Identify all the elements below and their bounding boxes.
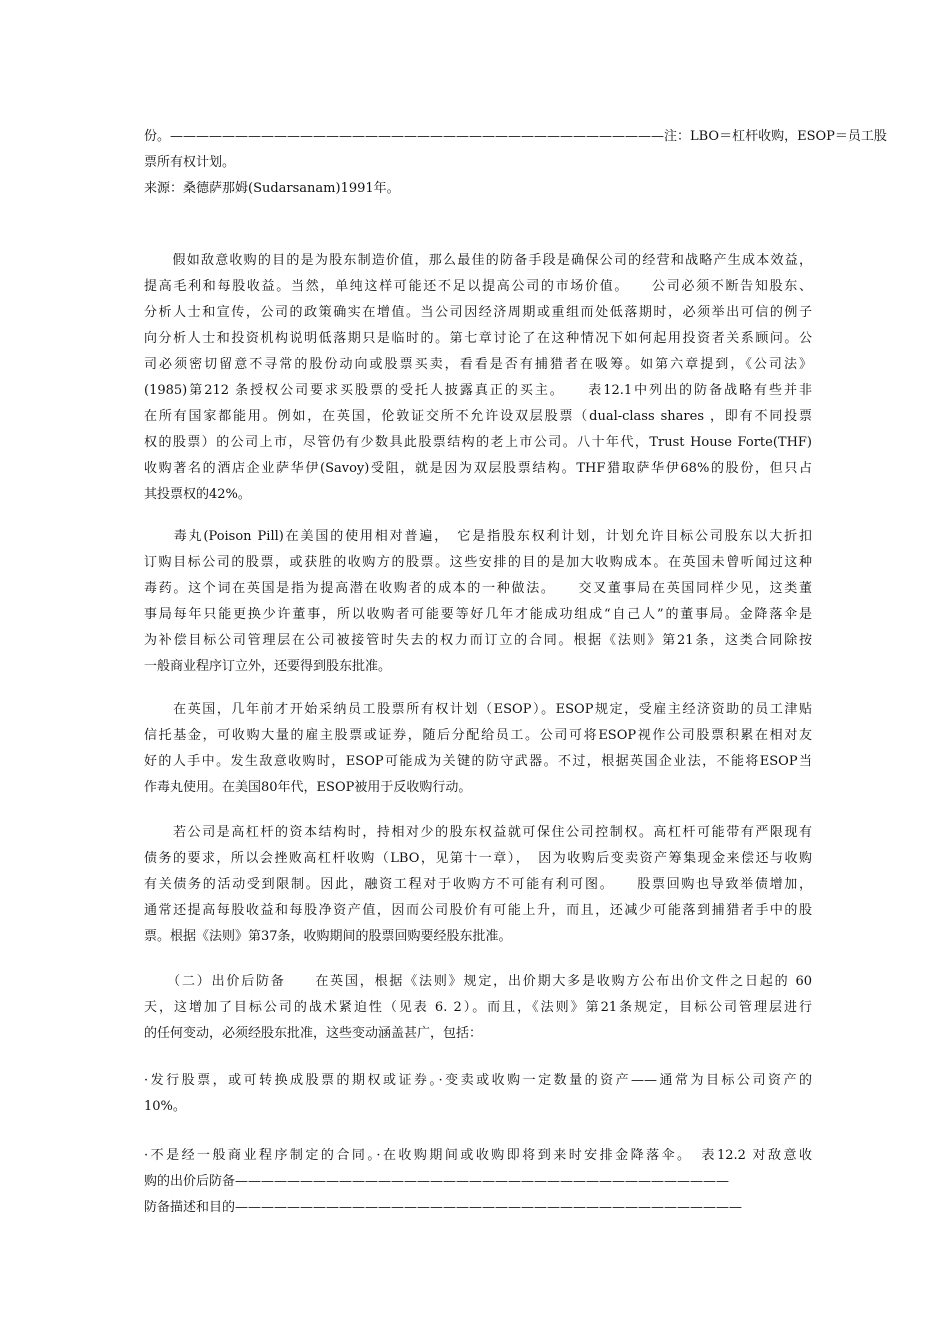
text-line: 来源：桑德萨那姆(Sudarsanam)1991年。 <box>144 181 400 196</box>
text-line: 一般商业程序订立外，还要得到股东批准。 <box>144 659 392 674</box>
text-line: ·发行股票，或可转换成股票的期权或证券。·变卖或收购一定数量的资产——通常为目标公司资产的 <box>144 1073 812 1088</box>
text-line: 分析人士和宣传，公司的政策确实在增值。当公司因经济周期或重组而处低落期时，必须举出可信的例子 <box>144 305 812 320</box>
text-line: 在英国，几年前才开始采纳员工股票所有权计划（ESOP）。ESOP规定，受雇主经济资助的员工津贴 <box>144 702 812 717</box>
text-line: 份。——————————————————————————————————————注：LBO＝杠杆收购，ESOP＝员工股 <box>144 129 887 144</box>
paragraph-6 <box>144 1068 812 1120</box>
text-line: 票所有权计划。 <box>144 155 236 170</box>
text-line: 为补偿目标公司管理层在公司被接管时失去的权力而订立的合同。根据《法则》第21条，这类合同除按 <box>144 633 812 648</box>
text-line: 有关债务的活动受到限制。因此，融资工程对于收购方不可能有利可图。 股票回购也导致举债增加， <box>144 877 812 892</box>
text-line: 购的出价后防备—————————————————————————————————————— <box>144 1174 730 1189</box>
text-line: 好的人手中。发生敌意收购时，ESOP可能成为关键的防守武器。不过，根据英国企业法，不能将ESOP当 <box>144 754 812 769</box>
text-line: 收购著名的酒店企业萨华伊(Savoy)受阻，就是因为双层股票结构。THF猎取萨华伊68%的股份，但只占 <box>144 461 812 476</box>
text-line: 债务的要求，所以会挫败高杠杆收购（LBO，见第十一章）， 因为收购后变卖资产筹集现金来偿还与收购 <box>144 851 812 866</box>
text-line: 毒药。这个词在英国是指为提高潜在收购者的成本的一种做法。 交叉董事局在英国同样少见，这类董 <box>144 581 812 596</box>
text-line: 订购目标公司的股票，或获胜的收购方的股票。这些安排的目的是加大收购成本。在英国未曾听闻过这种 <box>144 555 812 570</box>
text-line: 票。根据《法则》第37条，收购期间的股票回购要经股东批准。 <box>144 929 512 944</box>
text-line: 假如敌意收购的目的是为股东制造价值，那么最佳的防备手段是确保公司的经营和战略产生成本效益， <box>144 253 812 268</box>
text-line: 在所有国家都能用。例如，在英国，伦敦证交所不允许设双层股票（dual-class shares ，即有不同投票 <box>144 409 812 424</box>
text-line: 权的股票）的公司上市，尽管仍有少数具此股票结构的老上市公司。八十年代，Trust House Forte(THF) <box>144 435 812 450</box>
text-line: ·不是经一般商业程序制定的合同。·在收购期间或收购即将到来时安排金降落伞。 表12.2 对敌意收 <box>144 1148 812 1163</box>
text-line: 司必须密切留意不寻常的股份动向或股票买卖，看看是否有捕猎者在吸筹。如第六章提到，《公司法》 <box>144 357 812 372</box>
paragraph-7 <box>144 1143 812 1221</box>
text-line: 其投票权的42%。 <box>144 487 251 502</box>
paragraph-5 <box>144 969 812 1047</box>
text-line: 天，这增加了目标公司的战术紧迫性（见表 6. 2）。而且，《法则》第21条规定，目标公司管理层进行 <box>144 1000 812 1015</box>
header-note-block <box>144 124 887 202</box>
text-line: 通常还提高每股收益和每股净资产值，因而公司股价有可能上升，而且，还减少可能落到捕猎者手中的股 <box>144 903 812 918</box>
text-line: 信托基金，可收购大量的雇主股票或证券，随后分配给员工。公司可将ESOP视作公司股票积累在相对友 <box>144 728 812 743</box>
text-line: 向分析人士和投资机构说明低落期只是临时的。第七章讨论了在这种情况下如何起用投资者关系顾问。公 <box>144 331 812 346</box>
paragraph-3 <box>144 697 812 801</box>
text-line: 作毒丸使用。在美国80年代，ESOP被用于反收购行动。 <box>144 780 472 795</box>
paragraph-2 <box>144 524 812 680</box>
text-line: 10%。 <box>144 1099 186 1114</box>
text-line: 若公司是高杠杆的资本结构时，持相对少的股东权益就可保住公司控制权。高杠杆可能带有严限现有 <box>144 825 812 840</box>
text-line: (1985)第212 条授权公司要求买股票的受托人披露真正的买主。 表12.1中列出的防备战略有些并非 <box>144 383 812 398</box>
text-line: 事局每年只能更换少许董事，所以收购者可能要等好几年才能成功组成“自己人”的董事局。金降落伞是 <box>144 607 812 622</box>
paragraph-1 <box>144 248 812 508</box>
text-line: 的任何变动，必须经股东批准，这些变动涵盖甚广，包括： <box>144 1026 483 1041</box>
text-line: 毒丸(Poison Pill)在美国的使用相对普遍， 它是指股东权利计划，计划允许目标公司股东以大折扣 <box>144 529 812 544</box>
text-line: （二）出价后防备 在英国，根据《法则》规定，出价期大多是收购方公布出价文件之日起的 60 <box>144 974 812 989</box>
text-line: 防备描述和目的——————————————————————————————————————— <box>144 1200 743 1215</box>
paragraph-4 <box>144 820 812 950</box>
text-line: 提高毛利和每股收益。当然，单纯这样可能还不足以提高公司的市场价值。 公司必须不断告知股东、 <box>144 279 812 294</box>
